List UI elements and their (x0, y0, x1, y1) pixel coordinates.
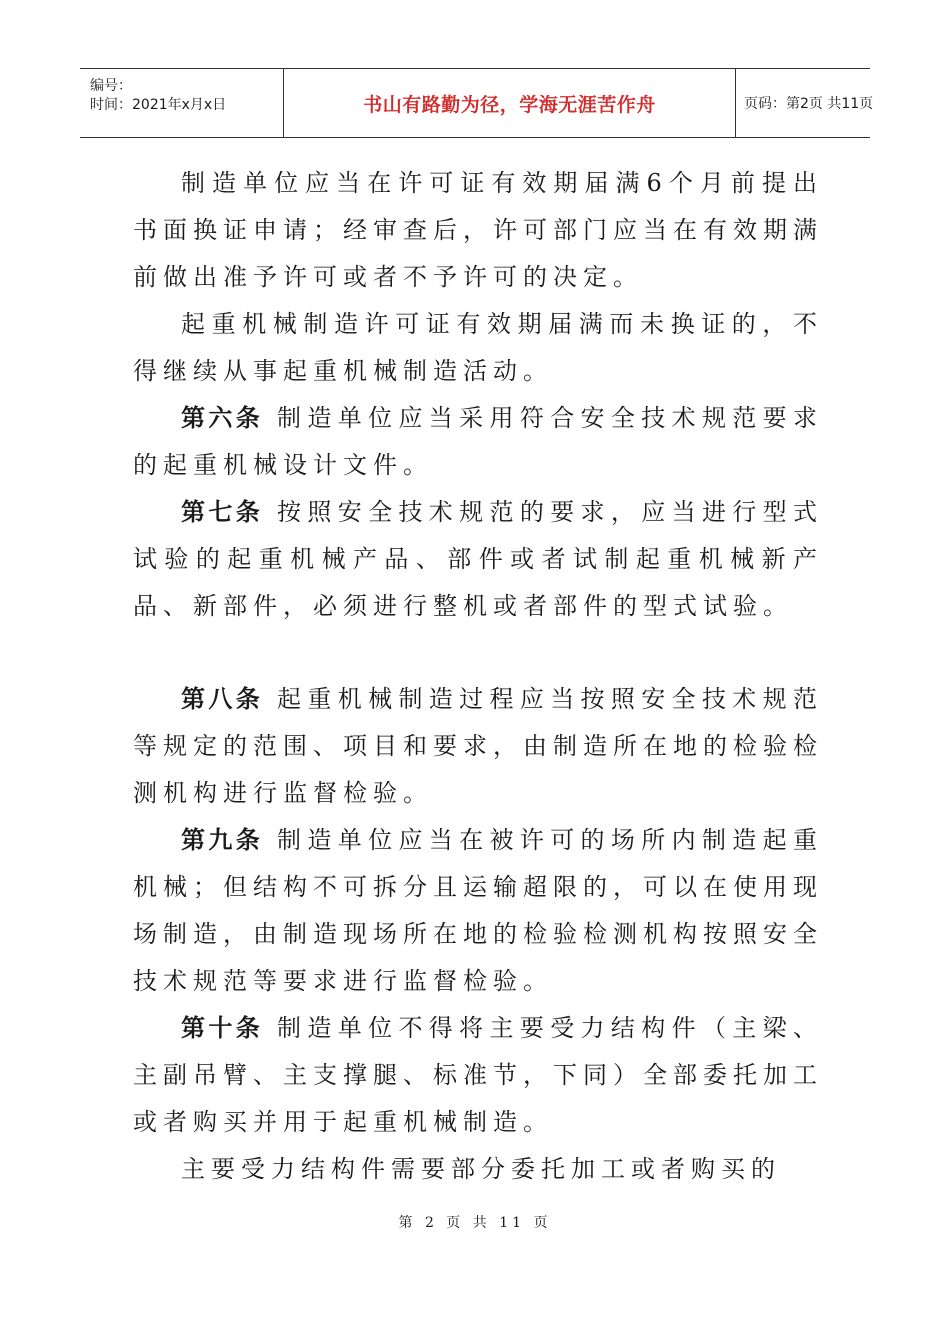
header-table (80, 68, 874, 138)
header-meta-cell (80, 69, 284, 137)
paragraph (133, 395, 823, 489)
document-body (133, 160, 823, 1193)
document-time-label: 时间：2021年x月x日 (90, 97, 227, 113)
paragraph (133, 817, 823, 1005)
article-heading: 第九条 (181, 826, 264, 854)
article-heading: 第六条 (181, 404, 264, 432)
paragraph (133, 676, 823, 817)
paragraph-gap (133, 630, 823, 676)
paragraph-text: 主要受力结构件需要部分委托加工或者购买的 (181, 1155, 781, 1183)
paragraph-text: 按照安全技术规范的要求，应当进行型式试验的起重机械产品、部件或者试制起重机械新产品、新部件，必须进行整机或者部件的型式试验。 (133, 498, 823, 620)
paragraph-text: 制造单位不得将主要受力结构件（主梁、主副吊臂、主支撑腿、标准节，下同）全部委托加工或者购买并用于起重机械制造。 (133, 1014, 823, 1136)
article-heading: 第十条 (181, 1014, 264, 1042)
page-footer: 第 2 页 共 11 页 (398, 1215, 552, 1231)
header-page-cell (736, 69, 874, 137)
page-info: 页码：第2页 共11页 (744, 96, 874, 112)
motto-text: 书山有路勤为径，学海无涯苦作舟 (363, 93, 656, 116)
paragraph (133, 489, 823, 630)
document-number-label: 编号： (90, 78, 132, 94)
paragraph-text: 制造单位应当在许可证有效期届满6个月前提出书面换证申请；经审查后，许可部门应当在有效期满前做出准予许可或者不予许可的决定。 (133, 169, 823, 291)
header-motto-cell (284, 69, 736, 137)
paragraph-text: 制造单位应当在被许可的场所内制造起重机械；但结构不可拆分且运输超限的，可以在使用现场制造，由制造现场所在地的检验检测机构按照安全技术规范等要求进行监督检验。 (133, 826, 823, 995)
paragraph (133, 160, 823, 301)
article-heading: 第八条 (181, 685, 264, 713)
paragraph (133, 1146, 823, 1193)
paragraph (133, 301, 823, 395)
paragraph-text: 起重机械制造许可证有效期届满而未换证的，不得继续从事起重机械制造活动。 (133, 310, 823, 385)
paragraph (133, 1005, 823, 1146)
article-heading: 第七条 (181, 498, 264, 526)
paragraph-text: 制造单位应当采用符合安全技术规范要求的起重机械设计文件。 (133, 404, 823, 479)
paragraph-text: 起重机械制造过程应当按照安全技术规范等规定的范围、项目和要求，由制造所在地的检验检测机构进行监督检验。 (133, 685, 823, 807)
